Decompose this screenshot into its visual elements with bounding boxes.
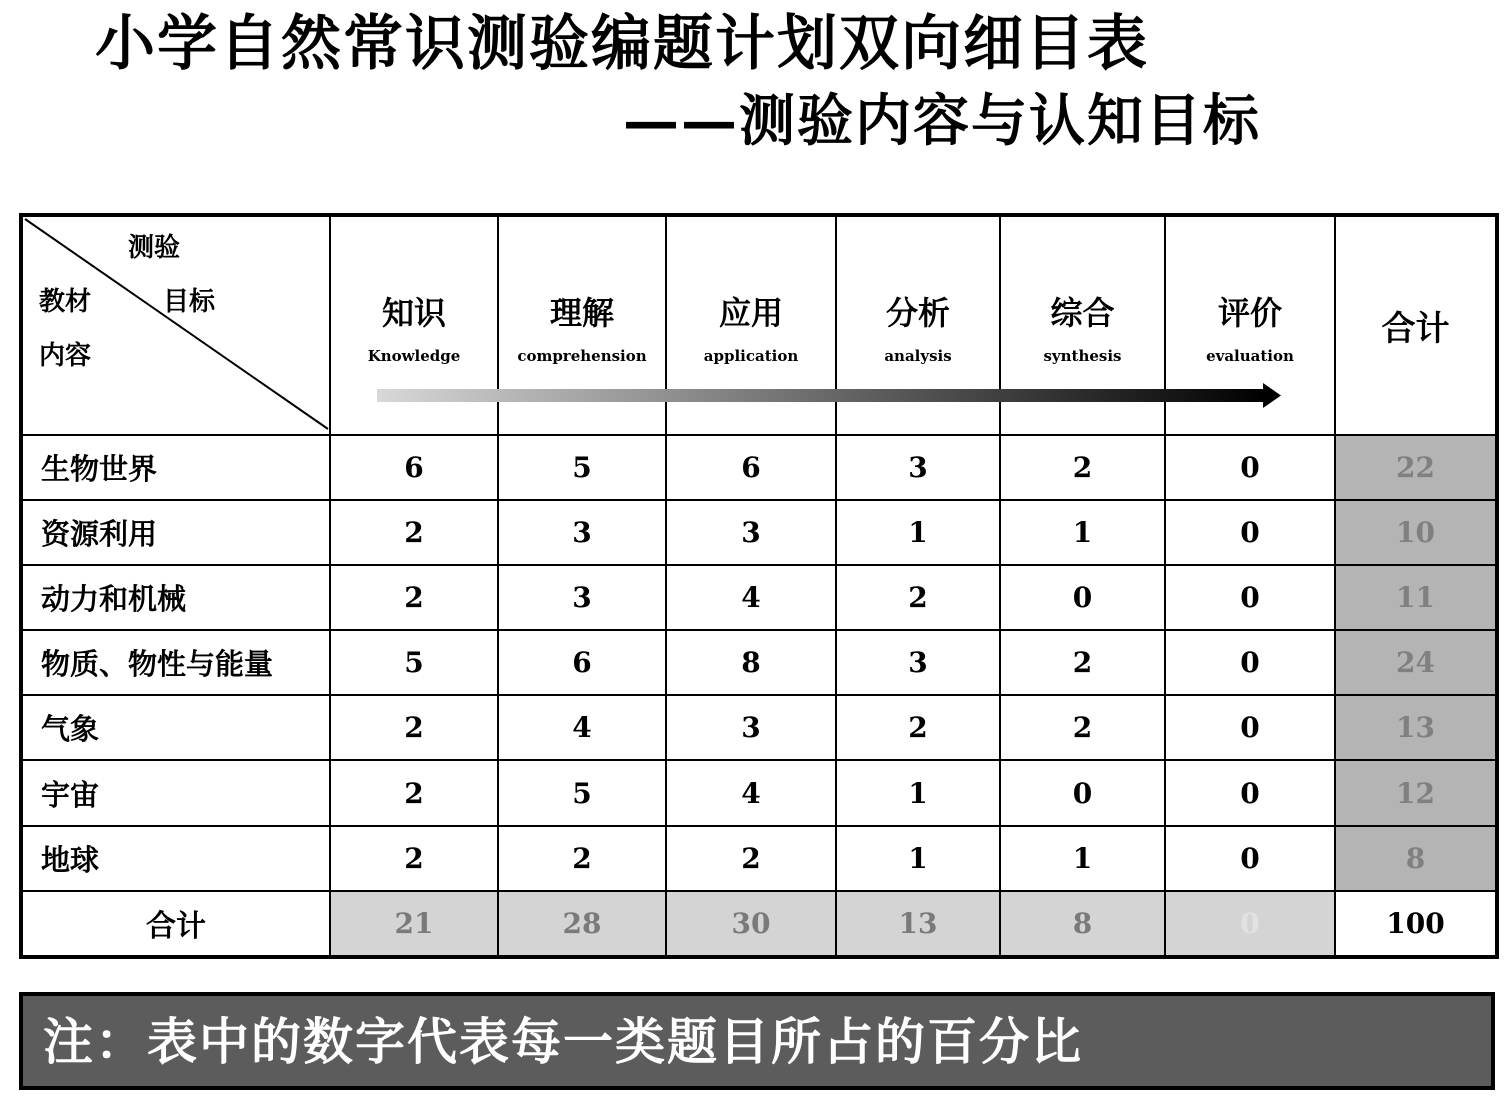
row-total: 13 [1335, 695, 1497, 760]
header-total: 合计 [1335, 215, 1497, 435]
cell-value: 0 [1165, 695, 1335, 760]
corner-label-material: 教材 [39, 287, 92, 317]
cell-value: 3 [836, 630, 1000, 695]
header-zh-label: 应用 [718, 294, 783, 332]
note-text: 注：表中的数字代表每一类题目所占的百分比 [43, 1012, 1083, 1071]
header-comprehension [498, 215, 666, 435]
header-en-label: synthesis [1043, 347, 1122, 365]
row-total: 11 [1335, 565, 1497, 630]
table-row [21, 695, 1497, 760]
cell-value: 2 [330, 500, 498, 565]
row-label: 物质、物性与能量 [21, 630, 330, 695]
cell-value: 4 [666, 565, 836, 630]
cell-value: 2 [1000, 435, 1165, 500]
cell-value: 1 [836, 500, 1000, 565]
header-zh-label: 理解 [549, 294, 614, 332]
totals-row-label: 合计 [21, 891, 330, 957]
cell-value: 4 [498, 695, 666, 760]
column-total: 13 [836, 891, 1000, 957]
table-row [21, 500, 1497, 565]
corner-label-content: 内容 [39, 341, 92, 371]
header-zh-label: 评价 [1217, 294, 1282, 332]
cell-value: 2 [1000, 695, 1165, 760]
header-en-label: evaluation [1206, 347, 1294, 365]
cell-value: 0 [1165, 435, 1335, 500]
header-zh-label: 综合 [1050, 294, 1115, 332]
cell-value: 2 [330, 760, 498, 825]
note-bar [19, 992, 1495, 1090]
cell-value: 5 [330, 630, 498, 695]
header-analysis [836, 215, 1000, 435]
cell-value: 0 [1000, 760, 1165, 825]
table-row [21, 760, 1497, 825]
row-label: 地球 [21, 826, 330, 891]
cell-value: 5 [498, 760, 666, 825]
cell-value: 5 [498, 435, 666, 500]
corner-cell [21, 215, 330, 435]
table-row [21, 565, 1497, 630]
grand-total: 100 [1335, 891, 1497, 957]
cell-value: 2 [836, 565, 1000, 630]
column-total: 30 [666, 891, 836, 957]
table-header-row [21, 215, 1497, 435]
page-title: 小学自然常识测验编题计划双向细目表 [95, 9, 1149, 79]
row-total: 10 [1335, 500, 1497, 565]
corner-label-objective: 目标 [163, 287, 216, 317]
cell-value: 3 [498, 500, 666, 565]
cell-value: 3 [666, 695, 836, 760]
header-en-label: comprehension [517, 347, 647, 365]
cell-value: 6 [498, 630, 666, 695]
corner-label-test: 测验 [128, 233, 181, 263]
row-label: 宇宙 [21, 760, 330, 825]
cell-value: 1 [1000, 500, 1165, 565]
header-zh-label: 分析 [885, 294, 950, 332]
cell-value: 0 [1165, 760, 1335, 825]
specification-table-wrapper [19, 213, 1495, 959]
header-knowledge [330, 215, 498, 435]
table-row [21, 630, 1497, 695]
header-evaluation [1165, 215, 1335, 435]
header-en-label: application [703, 347, 799, 365]
cell-value: 8 [666, 630, 836, 695]
page-subtitle: ——测验内容与认知目标 [623, 88, 1261, 154]
cell-value: 3 [666, 500, 836, 565]
cell-value: 0 [1165, 826, 1335, 891]
row-label: 动力和机械 [21, 565, 330, 630]
cell-value: 2 [330, 826, 498, 891]
table-row [21, 826, 1497, 891]
column-total: 0 [1165, 891, 1335, 957]
cell-value: 0 [1165, 565, 1335, 630]
row-total: 8 [1335, 826, 1497, 891]
specification-table [19, 213, 1499, 959]
cell-value: 1 [1000, 826, 1165, 891]
row-label: 气象 [21, 695, 330, 760]
cell-value: 4 [666, 760, 836, 825]
cell-value: 2 [666, 826, 836, 891]
header-synthesis [1000, 215, 1165, 435]
cell-value: 3 [836, 435, 1000, 500]
column-total: 8 [1000, 891, 1165, 957]
cell-value: 0 [1165, 500, 1335, 565]
cell-value: 1 [836, 826, 1000, 891]
row-label: 资源利用 [21, 500, 330, 565]
cell-value: 2 [1000, 630, 1165, 695]
cell-value: 1 [836, 760, 1000, 825]
header-zh-label: 知识 [381, 294, 446, 332]
row-total: 24 [1335, 630, 1497, 695]
column-total: 21 [330, 891, 498, 957]
row-label: 生物世界 [21, 435, 330, 500]
totals-row [21, 891, 1497, 957]
cell-value: 6 [330, 435, 498, 500]
cell-value: 2 [330, 695, 498, 760]
cell-value: 0 [1165, 630, 1335, 695]
column-total: 28 [498, 891, 666, 957]
cell-value: 2 [498, 826, 666, 891]
cell-value: 2 [330, 565, 498, 630]
cell-value: 6 [666, 435, 836, 500]
header-en-label: analysis [884, 347, 952, 365]
table-row [21, 435, 1497, 500]
cell-value: 2 [836, 695, 1000, 760]
row-total: 22 [1335, 435, 1497, 500]
header-en-label: Knowledge [367, 347, 461, 365]
row-total: 12 [1335, 760, 1497, 825]
cell-value: 0 [1000, 565, 1165, 630]
header-application [666, 215, 836, 435]
cell-value: 3 [498, 565, 666, 630]
